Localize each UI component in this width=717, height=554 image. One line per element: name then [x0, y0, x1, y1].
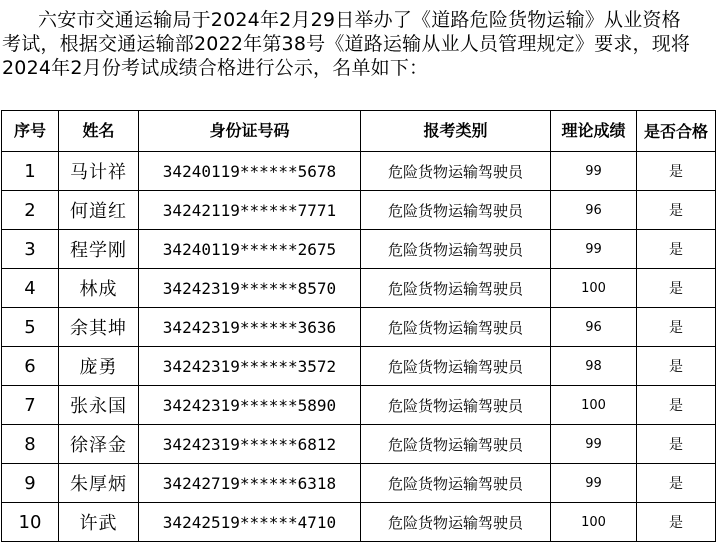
cell-category: 危险货物运输驾驶员: [361, 269, 551, 308]
cell-seq: 9: [2, 464, 59, 503]
cell-name: 朱厚炳: [59, 464, 139, 503]
cell-passed: 是: [637, 152, 716, 191]
cell-id-number: 34242319******5890: [139, 386, 361, 425]
header-name: 姓名: [59, 111, 139, 152]
cell-passed: 是: [637, 386, 716, 425]
cell-score: 100: [551, 386, 637, 425]
cell-score: 100: [551, 503, 637, 542]
cell-id-number: 34242319******8570: [139, 269, 361, 308]
cell-name: 程学刚: [59, 230, 139, 269]
cell-score: 100: [551, 269, 637, 308]
cell-id-number: 34242519******4710: [139, 503, 361, 542]
table-row: [2, 386, 716, 425]
cell-category: 危险货物运输驾驶员: [361, 464, 551, 503]
cell-category: 危险货物运输驾驶员: [361, 230, 551, 269]
cell-name: 庞勇: [59, 347, 139, 386]
cell-name: 马计祥: [59, 152, 139, 191]
cell-id-number: 34242719******6318: [139, 464, 361, 503]
table-row: [2, 308, 716, 347]
table-row: [2, 347, 716, 386]
cell-id-number: 34242119******7771: [139, 191, 361, 230]
cell-category: 危险货物运输驾驶员: [361, 425, 551, 464]
cell-id-number: 34240119******5678: [139, 152, 361, 191]
notice-line-3: 2024年2月份考试成绩合格进行公示，名单如下：: [2, 57, 429, 79]
cell-seq: 1: [2, 152, 59, 191]
cell-seq: 7: [2, 386, 59, 425]
cell-category: 危险货物运输驾驶员: [361, 347, 551, 386]
cell-passed: 是: [637, 464, 716, 503]
cell-score: 99: [551, 230, 637, 269]
cell-passed: 是: [637, 503, 716, 542]
table-row: [2, 230, 716, 269]
table-body: [2, 152, 716, 542]
table-row: [2, 503, 716, 542]
cell-seq: 5: [2, 308, 59, 347]
cell-score: 99: [551, 425, 637, 464]
cell-category: 危险货物运输驾驶员: [361, 386, 551, 425]
cell-id-number: 34242319******3636: [139, 308, 361, 347]
table-row: [2, 425, 716, 464]
header-id: 身份证号码: [139, 111, 361, 152]
cell-name: 林成: [59, 269, 139, 308]
notice-line-1: 六安市交通运输局于2024年2月29日举办了《道路危险货物运输》从业资格: [38, 9, 681, 31]
header-score: 理论成绩: [551, 111, 637, 152]
table-row: [2, 269, 716, 308]
cell-seq: 2: [2, 191, 59, 230]
cell-score: 99: [551, 464, 637, 503]
cell-seq: 8: [2, 425, 59, 464]
cell-passed: 是: [637, 347, 716, 386]
table-header-row: [2, 111, 716, 152]
cell-seq: 3: [2, 230, 59, 269]
cell-seq: 4: [2, 269, 59, 308]
cell-seq: 6: [2, 347, 59, 386]
header-seq: 序号: [2, 111, 59, 152]
cell-id-number: 34242319******3572: [139, 347, 361, 386]
cell-name: 徐泽金: [59, 425, 139, 464]
cell-name: 张永国: [59, 386, 139, 425]
cell-category: 危险货物运输驾驶员: [361, 191, 551, 230]
table-row: [2, 464, 716, 503]
notice-line-2: 考试，根据交通运输部2022年第38号《道路运输从业人员管理规定》要求，现将: [2, 33, 691, 55]
cell-passed: 是: [637, 191, 716, 230]
cell-passed: 是: [637, 269, 716, 308]
cell-name: 许武: [59, 503, 139, 542]
cell-category: 危险货物运输驾驶员: [361, 152, 551, 191]
header-category: 报考类别: [361, 111, 551, 152]
cell-id-number: 34242319******6812: [139, 425, 361, 464]
notice-paragraph: [0, 8, 717, 80]
cell-passed: 是: [637, 308, 716, 347]
cell-score: 96: [551, 191, 637, 230]
cell-passed: 是: [637, 230, 716, 269]
cell-category: 危险货物运输驾驶员: [361, 503, 551, 542]
cell-name: 余其坤: [59, 308, 139, 347]
cell-seq: 10: [2, 503, 59, 542]
cell-score: 98: [551, 347, 637, 386]
cell-score: 99: [551, 152, 637, 191]
cell-id-number: 34240119******2675: [139, 230, 361, 269]
cell-passed: 是: [637, 425, 716, 464]
table-row: [2, 191, 716, 230]
cell-score: 96: [551, 308, 637, 347]
results-table: [1, 110, 716, 542]
cell-category: 危险货物运输驾驶员: [361, 308, 551, 347]
cell-name: 何道红: [59, 191, 139, 230]
header-passed: 是否合格: [637, 111, 716, 152]
table-row: [2, 152, 716, 191]
